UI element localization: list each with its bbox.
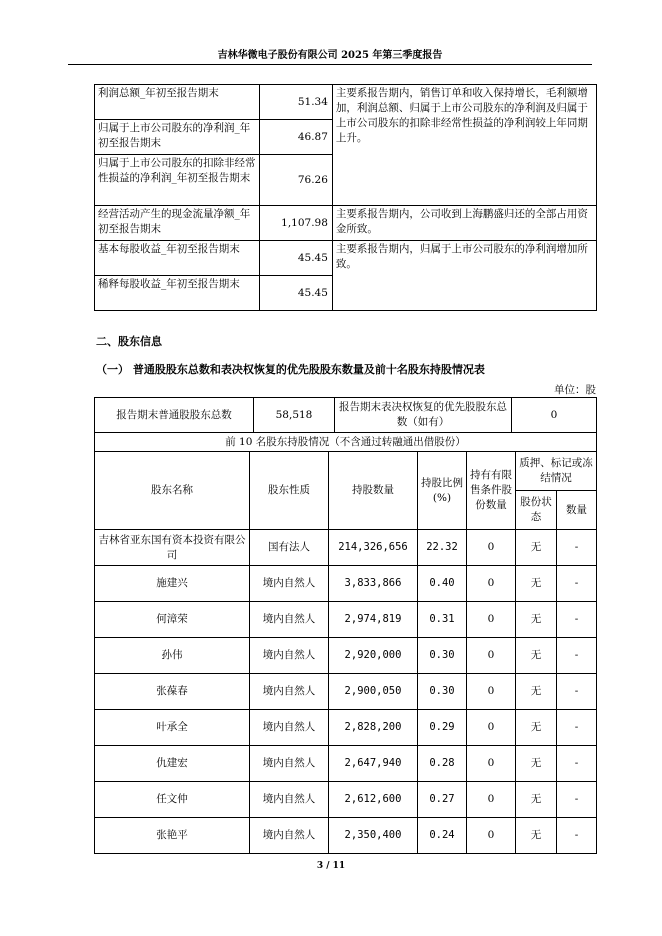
item-name: 利润总额_年初至报告期末 (95, 85, 260, 120)
pledge-quantity: - (557, 602, 597, 638)
table-row (95, 602, 597, 638)
unit-label: 单位：股 (554, 384, 596, 396)
restricted-shares: 0 (467, 782, 516, 818)
restricted-shares: 0 (467, 674, 516, 710)
change-value: 45.45 (260, 241, 333, 276)
table-caption-row (95, 433, 597, 452)
restricted-shares: 0 (467, 818, 516, 854)
share-quantity: 3,833,866 (329, 566, 418, 602)
pledge-status: 无 (516, 818, 557, 854)
pledge-status: 无 (516, 530, 557, 566)
column-header: 持有有限售条件股份数量 (467, 452, 516, 530)
share-ratio: 22.32 (418, 530, 467, 566)
item-name: 基本每股收益_年初至报告期末 (95, 241, 260, 276)
shareholder-name: 张艳平 (95, 818, 250, 854)
share-ratio: 0.30 (418, 638, 467, 674)
table-row (95, 674, 597, 710)
section-title: 二、股东信息 (96, 335, 162, 348)
pledge-status: 无 (516, 782, 557, 818)
share-ratio: 0.30 (418, 674, 467, 710)
shareholder-nature: 境内自然人 (250, 566, 329, 602)
share-ratio: 0.24 (418, 818, 467, 854)
change-reason: 主要系报告期内，销售订单和收入保持增长，毛利额增加，利润总额、归属于上市公司股东的净利润及归属于上市公司股东的扣除非经常性损益的净利润较上年同期上升。 (332, 85, 596, 206)
pledge-quantity: - (557, 530, 597, 566)
table-row (95, 85, 597, 120)
pledge-status: 无 (516, 566, 557, 602)
change-value: 51.34 (260, 85, 333, 120)
change-value: 1,107.98 (260, 206, 333, 241)
pledge-quantity: - (557, 566, 597, 602)
share-ratio: 0.31 (418, 602, 467, 638)
shareholder-nature: 境内自然人 (250, 674, 329, 710)
shareholder-name: 施建兴 (95, 566, 250, 602)
table-row (95, 782, 597, 818)
shareholder-nature: 境内自然人 (250, 602, 329, 638)
table-row (95, 530, 597, 566)
restricted-shares: 0 (467, 530, 516, 566)
pledge-status: 无 (516, 710, 557, 746)
share-quantity: 2,900,050 (329, 674, 418, 710)
summary-label: 报告期末普通股股东总数 (95, 398, 254, 433)
item-name: 归属于上市公司股东的净利润_年初至报告期末 (95, 120, 260, 155)
pledge-quantity: - (557, 782, 597, 818)
shareholder-nature: 境内自然人 (250, 710, 329, 746)
change-value: 76.26 (260, 155, 333, 206)
table-row (95, 398, 597, 433)
page-header: 吉林华微电子股份有限公司 2025 年第三季度报告 (68, 46, 592, 65)
shareholder-nature: 境内自然人 (250, 818, 329, 854)
restricted-shares: 0 (467, 638, 516, 674)
share-ratio: 0.28 (418, 746, 467, 782)
shareholder-nature: 境内自然人 (250, 746, 329, 782)
shareholder-name: 张葆春 (95, 674, 250, 710)
table-row (95, 710, 597, 746)
restricted-shares: 0 (467, 746, 516, 782)
pledge-status: 无 (516, 602, 557, 638)
summary-label: 报告期末表决权恢复的优先股股东总数（如有） (335, 398, 512, 433)
financial-change-table (94, 84, 597, 311)
column-header: 股份状态 (516, 491, 557, 530)
shareholder-nature: 境内自然人 (250, 638, 329, 674)
restricted-shares: 0 (467, 602, 516, 638)
item-name: 归属于上市公司股东的扣除非经常性损益的净利润_年初至报告期末 (95, 155, 260, 206)
column-header: 持股比例(%) (418, 452, 467, 530)
table-header-row (95, 452, 597, 491)
change-reason: 主要系报告期内，公司收到上海鹏盛归还的全部占用资金所致。 (332, 206, 596, 241)
pledge-quantity: - (557, 638, 597, 674)
share-quantity: 2,350,400 (329, 818, 418, 854)
summary-value: 0 (512, 398, 597, 433)
share-ratio: 0.40 (418, 566, 467, 602)
table-row (95, 241, 597, 276)
share-quantity: 2,828,200 (329, 710, 418, 746)
table-row (95, 206, 597, 241)
column-header: 持股数量 (329, 452, 418, 530)
subsection-title: （一） 普通股股东总数和表决权恢复的优先股股东数量及前十名股东持股情况表 (96, 363, 485, 376)
restricted-shares: 0 (467, 566, 516, 602)
table-row (95, 566, 597, 602)
table-row (95, 746, 597, 782)
share-quantity: 2,612,600 (329, 782, 418, 818)
pledge-quantity: - (557, 746, 597, 782)
page-number: 3 / 11 (316, 861, 346, 871)
shareholder-name: 吉林省亚东国有资本投资有限公司 (95, 530, 250, 566)
pledge-quantity: - (557, 710, 597, 746)
column-header: 质押、标记或冻结情况 (516, 452, 597, 491)
change-value: 45.45 (260, 276, 333, 311)
column-header: 数量 (557, 491, 597, 530)
share-quantity: 2,974,819 (329, 602, 418, 638)
change-value: 46.87 (260, 120, 333, 155)
table-row (95, 638, 597, 674)
shareholder-summary-table (94, 397, 597, 433)
column-header: 股东性质 (250, 452, 329, 530)
change-reason: 主要系报告期内，归属于上市公司股东的净利润增加所致。 (332, 241, 596, 311)
top-shareholders-table (94, 432, 597, 854)
pledge-status: 无 (516, 638, 557, 674)
restricted-shares: 0 (467, 710, 516, 746)
shareholder-name: 任文仲 (95, 782, 250, 818)
item-name: 稀释每股收益_年初至报告期末 (95, 276, 260, 311)
shareholder-name: 孙伟 (95, 638, 250, 674)
table-caption: 前 10 名股东持股情况（不含通过转融通出借股份） (95, 433, 597, 452)
summary-value: 58,518 (254, 398, 335, 433)
shareholder-nature: 国有法人 (250, 530, 329, 566)
shareholder-name: 叶承全 (95, 710, 250, 746)
share-quantity: 2,647,940 (329, 746, 418, 782)
shareholder-name: 仇建宏 (95, 746, 250, 782)
share-ratio: 0.29 (418, 710, 467, 746)
pledge-status: 无 (516, 746, 557, 782)
pledge-status: 无 (516, 674, 557, 710)
share-quantity: 2,920,000 (329, 638, 418, 674)
pledge-quantity: - (557, 674, 597, 710)
table-row (95, 818, 597, 854)
column-header: 股东名称 (95, 452, 250, 530)
shareholder-name: 何漳荣 (95, 602, 250, 638)
pledge-quantity: - (557, 818, 597, 854)
share-quantity: 214,326,656 (329, 530, 418, 566)
share-ratio: 0.27 (418, 782, 467, 818)
item-name: 经营活动产生的现金流量净额_年初至报告期末 (95, 206, 260, 241)
shareholder-nature: 境内自然人 (250, 782, 329, 818)
